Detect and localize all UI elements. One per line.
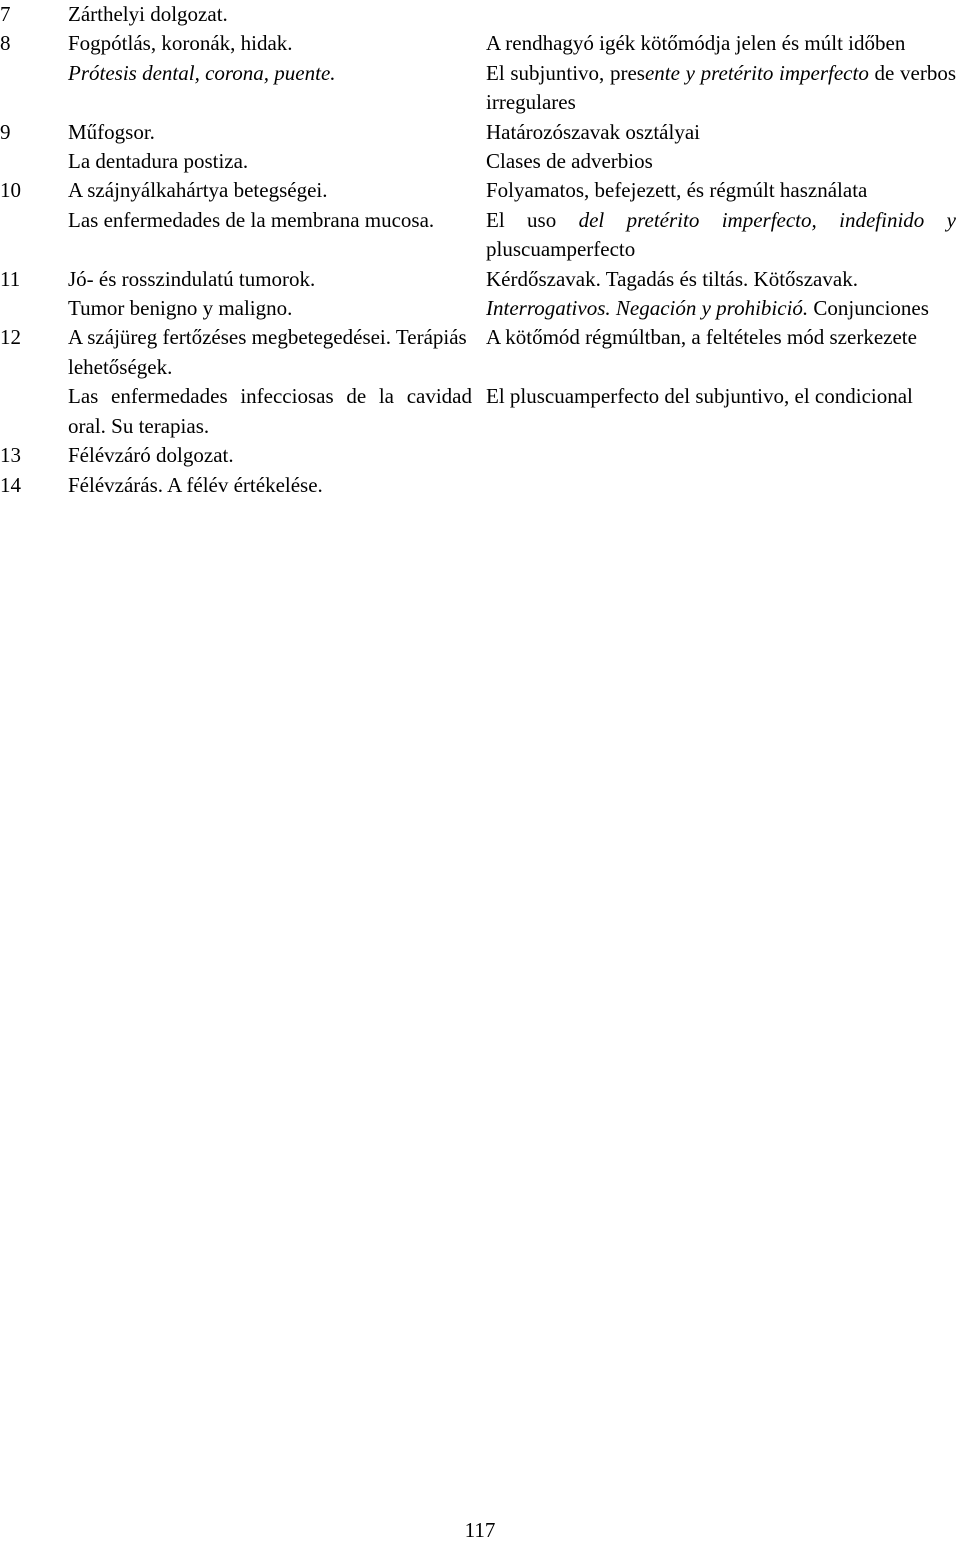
- grammar-es: Clases de adverbios: [486, 149, 653, 174]
- topic-es: La dentadura postiza.: [68, 149, 249, 174]
- grammar-es-part-italic: del pretérito imperfecto, indefinido y: [578, 207, 956, 232]
- table-row: [0, 471, 960, 500]
- grammar-hu: A kötőmód régmúltban, a feltételes mód szerkezete: [486, 325, 917, 350]
- topic-hu: A szájnyálkahártya betegségei.: [68, 178, 328, 203]
- week-number: [0, 294, 68, 323]
- grammar-es: [486, 294, 960, 323]
- page-number: 117: [464, 1518, 496, 1542]
- week-number: 11: [0, 266, 21, 291]
- topic-es: Las enfermedades de la membrana mucosa.: [68, 207, 435, 232]
- week-number: [0, 206, 68, 265]
- topic-hu: Műfogsor.: [68, 119, 155, 144]
- grammar-es-part-italic: ente y pretérito imperfecto: [644, 60, 869, 85]
- table-row: [0, 0, 960, 29]
- topic-hu: Félévzárás. A félév értékelése.: [68, 472, 323, 497]
- week-number: 7: [0, 2, 11, 26]
- table-row: [0, 382, 960, 441]
- week-number: 10: [0, 178, 21, 203]
- week-number: [0, 59, 68, 118]
- topic-hu: Jó- és rosszindulatú tumorok.: [68, 266, 316, 291]
- grammar-cell: [486, 0, 960, 29]
- topic-hu: Félévzáró dolgozat.: [68, 443, 234, 468]
- week-number: 9: [0, 119, 11, 144]
- week-number: 13: [0, 443, 21, 468]
- week-number: 8: [0, 31, 11, 56]
- grammar-es: [486, 59, 960, 118]
- grammar-hu: Határozószavak osztályai: [486, 119, 700, 144]
- table-row: [0, 59, 960, 118]
- grammar-hu: Kérdőszavak. Tagadás és tiltás. Kötőszavak.: [486, 266, 858, 291]
- table-row: [0, 206, 960, 265]
- grammar-hu: A rendhagyó igék kötőmódja jelen és múlt időben: [486, 31, 906, 56]
- grammar-hu: Folyamatos, befejezett, és régmúlt használata: [486, 178, 868, 203]
- table-row: [0, 118, 960, 147]
- week-number: [0, 147, 68, 176]
- grammar-es-part: El uso: [486, 207, 579, 232]
- topic-es: Tumor benigno y maligno.: [68, 296, 293, 321]
- grammar-es: El pluscuamperfecto del subjuntivo, el condicional: [486, 384, 913, 409]
- grammar-es-part-italic: Interrogativos. Negación y prohibició.: [486, 296, 809, 321]
- table-row: [0, 29, 960, 58]
- table-row: [0, 265, 960, 294]
- grammar-es-part: Conjunciones: [813, 296, 929, 321]
- grammar-es-part: de verbos irregulares: [486, 60, 957, 115]
- week-number: 12: [0, 325, 21, 350]
- table-row: [0, 441, 960, 470]
- topic-hu: Zárthelyi dolgozat.: [68, 2, 228, 26]
- table-row: [0, 176, 960, 205]
- week-number: [0, 382, 68, 441]
- topic-es: Prótesis dental, corona, puente.: [68, 60, 336, 85]
- grammar-cell: [486, 471, 960, 500]
- grammar-es: [486, 206, 960, 265]
- table-row: [0, 147, 960, 176]
- grammar-cell: [486, 441, 960, 470]
- table-row: [0, 294, 960, 323]
- grammar-es-part: pluscuamperfecto: [486, 237, 636, 262]
- syllabus-table: [0, 0, 960, 500]
- week-number: 14: [0, 472, 21, 497]
- grammar-es-part: El subjuntivo, pres: [486, 60, 645, 85]
- topic-hu: Fogpótlás, koronák, hidak.: [68, 31, 293, 56]
- topic-hu: A szájüreg fertőzéses megbetegedései. Terápiás lehetőségek.: [68, 325, 467, 379]
- table-row: [0, 323, 960, 382]
- topic-es: Las enfermedades infecciosas de la cavidad oral. Su terapias.: [68, 384, 472, 438]
